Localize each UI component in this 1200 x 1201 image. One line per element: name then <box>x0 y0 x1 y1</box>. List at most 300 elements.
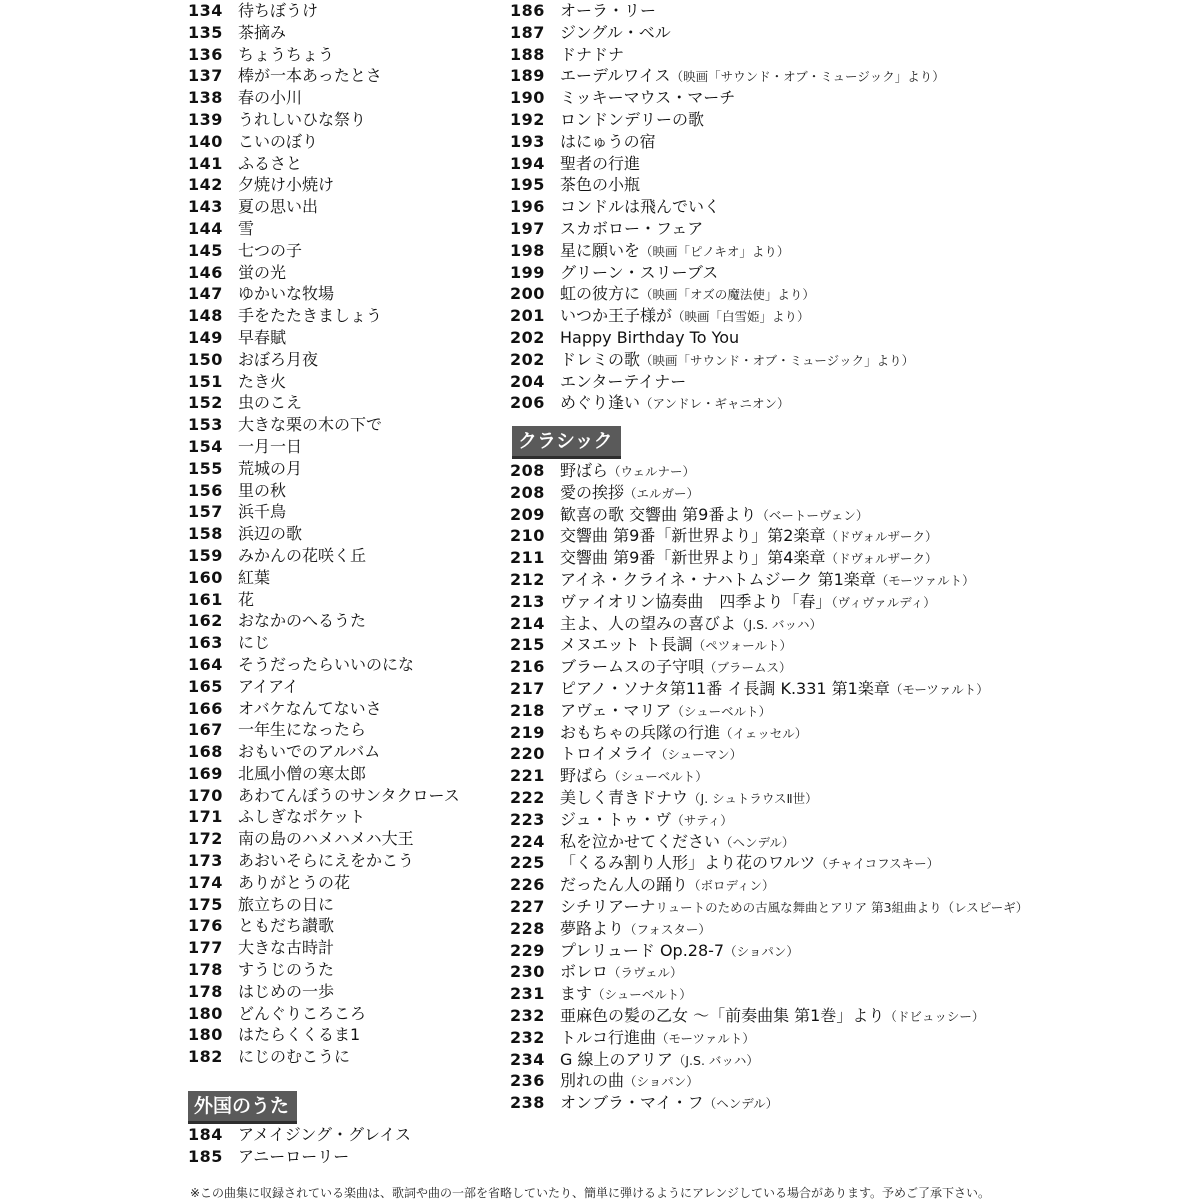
song-title: 虫のこえ <box>238 393 303 413</box>
song-title: 主よ、人の望みの喜びよ <box>560 613 737 633</box>
song-title: オバケなんてないさ <box>238 698 382 718</box>
song-note: （アンドレ・ギャニオン） <box>640 396 790 412</box>
song-note: （J.S. バッハ） <box>736 616 823 632</box>
song-note: （モーツァルト） <box>889 681 989 697</box>
song-title: 「くるみ割り人形」より花のワルツ <box>560 853 816 873</box>
list-item <box>188 981 460 1003</box>
song-number: 227 <box>510 896 545 916</box>
list-item <box>188 218 460 240</box>
song-title: いつか王子様が <box>560 306 673 326</box>
song-number: 159 <box>188 545 223 565</box>
song-number: 160 <box>188 567 223 587</box>
song-note: （ウェルナー） <box>608 464 696 479</box>
list-item <box>188 44 460 66</box>
song-note: リュートのための古風な舞曲とアリア 第3組曲より（レスピーギ） <box>655 899 1029 915</box>
list-item <box>188 87 460 109</box>
song-title: 手をたたきましょう <box>238 306 383 326</box>
list-item <box>510 896 1028 918</box>
list-item <box>510 656 1028 678</box>
song-title: ます <box>560 984 593 1004</box>
list-item <box>510 22 945 44</box>
song-title: 旅立ちの日に <box>238 894 335 914</box>
song-title: 歓喜の歌 交響曲 第9番より <box>560 504 757 524</box>
song-title: 待ちぼうけ <box>238 1 319 20</box>
song-title: ふしぎなポケット <box>238 807 366 827</box>
song-number: 208 <box>510 482 545 502</box>
song-number: 238 <box>510 1093 545 1113</box>
song-title: すうじのうた <box>238 960 335 980</box>
list-item <box>510 591 1028 613</box>
song-number: 231 <box>510 984 545 1004</box>
song-title: ピアノ・ソナタ第11番 イ長調 K.331 第1楽章 <box>560 678 890 698</box>
list-item <box>510 240 945 262</box>
song-title: トルコ行進曲 <box>560 1027 657 1047</box>
song-title: みかんの花咲く丘 <box>238 545 367 565</box>
list-item <box>510 153 945 175</box>
list-item <box>510 700 1028 722</box>
song-number: 228 <box>510 918 545 938</box>
song-number: 226 <box>510 875 545 895</box>
song-number: 188 <box>510 44 545 64</box>
list-item <box>188 959 460 981</box>
list-item <box>510 678 1028 700</box>
song-number: 180 <box>188 1025 223 1045</box>
list-item <box>188 894 460 916</box>
song-title: オーラ・リー <box>560 1 657 20</box>
song-number: 209 <box>510 504 545 524</box>
song-title: 愛の挨拶 <box>560 482 625 502</box>
song-number: 185 <box>188 1146 223 1166</box>
song-number: 150 <box>188 349 223 369</box>
song-number: 210 <box>510 526 545 546</box>
song-number: 168 <box>188 742 223 762</box>
song-number: 141 <box>188 153 223 173</box>
song-title: 大きな栗の木の下で <box>238 415 383 435</box>
list-item <box>188 109 460 131</box>
song-title: はたらくくるま1 <box>238 1025 361 1045</box>
song-title: アイネ・クライネ・ナハトムジーク 第1楽章 <box>560 569 876 589</box>
song-number: 182 <box>188 1047 223 1067</box>
song-list-classic <box>510 460 1028 1114</box>
list-item <box>188 937 460 959</box>
song-number: 225 <box>510 853 545 873</box>
list-item <box>188 1024 460 1046</box>
song-title: 浜千鳥 <box>238 502 287 522</box>
song-number: 177 <box>188 938 223 958</box>
list-item <box>188 153 460 175</box>
song-title: 紅葉 <box>238 567 271 587</box>
song-note: （サティ） <box>671 812 733 828</box>
list-item <box>510 262 945 284</box>
song-number: 195 <box>510 175 545 195</box>
list-item <box>188 741 460 763</box>
song-note: （映画「サウンド・オブ・ミュージック」より） <box>640 352 915 368</box>
song-number: 202 <box>510 327 545 347</box>
song-number: 135 <box>188 22 223 42</box>
song-number: 184 <box>188 1125 223 1144</box>
song-title: 交響曲 第9番「新世界より」第2楽章 <box>560 526 826 546</box>
list-item <box>510 1070 1028 1092</box>
song-number: 194 <box>510 153 545 173</box>
list-item <box>510 547 1028 569</box>
list-item <box>188 349 460 371</box>
list-item <box>188 632 460 654</box>
song-note: （映画「白雪姫」より） <box>672 309 810 325</box>
song-number: 187 <box>510 22 545 42</box>
song-number: 218 <box>510 700 545 720</box>
list-item <box>510 44 945 66</box>
song-title: エーデルワイス <box>560 66 671 86</box>
song-title: 聖者の行進 <box>560 153 641 173</box>
song-number: 169 <box>188 763 223 783</box>
song-title: 七つの子 <box>238 240 303 260</box>
list-item <box>188 523 460 545</box>
song-note: （映画「オズの魔法使」より） <box>640 287 815 303</box>
song-number: 140 <box>188 131 223 151</box>
song-note: （ペツォールト） <box>692 638 793 654</box>
song-title: スカボロー・フェア <box>560 218 704 238</box>
song-number: 170 <box>188 785 223 805</box>
list-item <box>188 131 460 153</box>
song-note: （J. シュトラウスⅡ世） <box>688 790 818 806</box>
list-item <box>188 65 460 87</box>
song-title: 荒城の月 <box>238 458 303 478</box>
list-item <box>188 785 460 807</box>
song-number: 136 <box>188 44 223 64</box>
song-number: 213 <box>510 591 545 611</box>
song-title: ドレミの歌 <box>560 349 641 369</box>
song-note: （フォスター） <box>624 921 711 937</box>
song-number: 137 <box>188 66 223 86</box>
song-note: （ベートーヴェン） <box>756 507 869 523</box>
song-title: 早春賦 <box>238 327 287 347</box>
song-number: 199 <box>510 262 545 282</box>
song-title: 一年生になったら <box>238 720 367 740</box>
song-title: 別れの曲 <box>560 1071 625 1091</box>
list-item <box>188 371 460 393</box>
song-note: （ボロディン） <box>688 878 775 894</box>
song-number: 214 <box>510 613 545 633</box>
list-item <box>510 1005 1028 1027</box>
song-title: にじ <box>238 633 271 653</box>
song-title: アヴェ・マリア <box>560 700 672 720</box>
list-item <box>510 874 1028 896</box>
song-title: ありがとうの花 <box>238 872 351 892</box>
song-number: 147 <box>188 284 223 304</box>
song-number: 204 <box>510 371 545 391</box>
song-number: 167 <box>188 720 223 740</box>
song-title: ロンドンデリーの歌 <box>560 109 705 129</box>
song-number: 192 <box>510 109 545 129</box>
song-number: 215 <box>510 635 545 655</box>
list-item <box>188 436 460 458</box>
list-item <box>188 1146 411 1168</box>
list-item <box>188 567 460 589</box>
song-number: 206 <box>510 393 545 413</box>
song-number: 158 <box>188 524 223 544</box>
song-title: 野ばら <box>560 461 609 480</box>
song-number: 193 <box>510 131 545 151</box>
song-title: おもちゃの兵隊の行進 <box>560 722 721 742</box>
song-list-left <box>188 0 460 1068</box>
list-item <box>510 918 1028 940</box>
song-title: ちょうちょう <box>238 44 335 64</box>
list-item <box>510 852 1028 874</box>
list-item <box>188 174 460 196</box>
song-title: 南の島のハメハメハ大王 <box>238 829 414 849</box>
song-number: 202 <box>510 349 545 369</box>
list-item <box>510 722 1028 744</box>
song-number: 146 <box>188 262 223 282</box>
song-list-foreign <box>188 1124 411 1168</box>
list-item <box>188 806 460 828</box>
list-item <box>510 1092 1028 1114</box>
list-item <box>510 809 1028 831</box>
song-number: 162 <box>188 611 223 631</box>
list-item <box>510 831 1028 853</box>
song-title: コンドルは飛んでいく <box>560 197 721 217</box>
song-title: 一月一日 <box>238 436 303 456</box>
list-item <box>510 87 945 109</box>
list-item <box>510 283 945 305</box>
song-title: トロイメライ <box>560 744 655 764</box>
song-note: （ショパン） <box>724 943 799 959</box>
list-item <box>510 131 945 153</box>
song-number: 224 <box>510 831 545 851</box>
song-note: （ラヴェル） <box>608 965 683 981</box>
song-number: 154 <box>188 436 223 456</box>
song-title: 浜辺の歌 <box>238 524 303 544</box>
song-title: ミッキーマウス・マーチ <box>560 88 736 108</box>
list-item <box>188 262 460 284</box>
song-title: はじめの一歩 <box>238 981 335 1001</box>
song-title: 夏の思い出 <box>238 197 319 217</box>
list-item <box>510 961 1028 983</box>
song-title: ヴァイオリン協奏曲 四季より「春」 <box>560 591 832 611</box>
song-number: 229 <box>510 940 545 960</box>
list-item <box>510 349 945 371</box>
song-title: 虹の彼方に <box>560 284 641 304</box>
song-number: 232 <box>510 1005 545 1025</box>
song-title: めぐり逢い <box>560 393 641 413</box>
song-title: 花 <box>238 589 255 609</box>
song-number: 208 <box>510 461 545 480</box>
song-title: ともだち讃歌 <box>238 916 335 936</box>
list-item <box>510 65 945 87</box>
song-title: 蛍の光 <box>238 262 287 282</box>
list-item <box>188 676 460 698</box>
song-title: 交響曲 第9番「新世界より」第4楽章 <box>560 548 826 568</box>
list-item <box>188 850 460 872</box>
song-number: 153 <box>188 415 223 435</box>
list-item <box>188 283 460 305</box>
list-item <box>510 743 1028 765</box>
song-number: 180 <box>188 1003 223 1023</box>
song-number: 223 <box>510 809 545 829</box>
list-item <box>188 545 460 567</box>
song-note: （エルガー） <box>624 485 700 501</box>
list-item <box>510 569 1028 591</box>
song-title: 野ばら <box>560 766 609 786</box>
song-title: ボレロ <box>560 962 609 982</box>
song-title: こいのぼり <box>238 131 319 151</box>
song-title: アニーローリー <box>238 1146 350 1166</box>
song-title: アメイジング・グレイス <box>238 1125 412 1144</box>
song-number: 144 <box>188 218 223 238</box>
song-number: 171 <box>188 807 223 827</box>
song-title: にじのむこうに <box>238 1047 351 1067</box>
song-note: （モーツァルト） <box>875 572 975 588</box>
song-note: （ドヴォルザーク） <box>825 529 938 545</box>
list-item <box>188 915 460 937</box>
song-number: 165 <box>188 676 223 696</box>
song-title: ブラームスの子守唄 <box>560 657 705 677</box>
song-number: 173 <box>188 851 223 871</box>
song-note: （シューマン） <box>654 747 743 763</box>
list-item <box>188 610 460 632</box>
list-item <box>510 371 945 393</box>
song-title: 夕焼け小焼け <box>238 175 335 195</box>
song-title: プレリュード Op.28-7 <box>560 940 725 960</box>
song-title: 里の秋 <box>238 480 287 500</box>
song-title: ゆかいな牧場 <box>238 284 335 304</box>
song-number: 198 <box>510 240 545 260</box>
song-note: （イェッセル） <box>720 725 808 741</box>
list-item <box>510 983 1028 1005</box>
song-number: 148 <box>188 306 223 326</box>
song-title: G 線上のアリア <box>560 1049 673 1069</box>
song-number: 232 <box>510 1027 545 1047</box>
song-number: 143 <box>188 197 223 217</box>
song-number: 197 <box>510 218 545 238</box>
song-number: 234 <box>510 1049 545 1069</box>
section-heading-classic: クラシック <box>512 426 621 459</box>
song-title: 茶色の小瓶 <box>560 175 641 195</box>
song-number: 157 <box>188 502 223 522</box>
song-number: 149 <box>188 327 223 347</box>
list-item <box>188 828 460 850</box>
list-item <box>188 501 460 523</box>
song-number: 189 <box>510 66 545 86</box>
song-number: 221 <box>510 766 545 786</box>
song-title: おぼろ月夜 <box>238 349 319 369</box>
list-item <box>188 1003 460 1025</box>
song-number: 166 <box>188 698 223 718</box>
song-number: 138 <box>188 88 223 108</box>
song-note: （ヴィヴァルディ） <box>831 594 936 610</box>
list-item <box>188 589 460 611</box>
song-number: 212 <box>510 569 545 589</box>
list-item <box>188 480 460 502</box>
song-number: 156 <box>188 480 223 500</box>
list-item <box>188 654 460 676</box>
song-number: 163 <box>188 633 223 653</box>
song-number: 217 <box>510 678 545 698</box>
song-number: 196 <box>510 197 545 217</box>
list-item <box>188 414 460 436</box>
song-number: 174 <box>188 872 223 892</box>
song-number: 200 <box>510 284 545 304</box>
list-item <box>510 525 1028 547</box>
song-number: 145 <box>188 240 223 260</box>
song-number: 201 <box>510 306 545 326</box>
list-item <box>510 196 945 218</box>
list-item <box>510 460 1028 482</box>
song-note: （チャイコフスキー） <box>815 856 940 872</box>
list-item <box>188 1124 411 1146</box>
song-title: うれしいひな祭り <box>238 109 367 129</box>
list-item <box>188 763 460 785</box>
song-title: はにゅうの宿 <box>560 131 656 151</box>
song-title: 美しく青きドナウ <box>560 787 689 807</box>
list-item <box>510 327 945 349</box>
song-note: （映画「サウンド・オブ・ミュージック」より） <box>670 69 945 85</box>
song-title: オンブラ・マイ・フ <box>560 1093 704 1113</box>
list-item <box>510 109 945 131</box>
song-number: 175 <box>188 894 223 914</box>
song-number: 178 <box>188 960 223 980</box>
list-item <box>510 174 945 196</box>
list-item <box>188 1046 460 1068</box>
song-number: 178 <box>188 981 223 1001</box>
song-title: そうだったらいいのにな <box>238 654 415 674</box>
song-title: 北風小僧の寒太郎 <box>238 763 367 783</box>
song-note: （J.S. バッハ） <box>672 1052 759 1068</box>
song-title: 星に願いを <box>560 240 641 260</box>
song-title: 大きな古時計 <box>238 938 335 958</box>
song-number: 222 <box>510 787 545 807</box>
song-title: おなかのへるうた <box>238 611 367 631</box>
song-note: （ブラームス） <box>704 660 792 676</box>
list-item <box>188 872 460 894</box>
section-heading-foreign: 外国のうた <box>188 1091 297 1124</box>
list-item <box>510 482 1028 504</box>
song-title: おもいでのアルバム <box>238 742 381 762</box>
song-number: 211 <box>510 548 545 568</box>
song-title: 私を泣かせてください <box>560 831 721 851</box>
song-note: （映画「ピノキオ」より） <box>640 243 790 259</box>
song-number: 220 <box>510 744 545 764</box>
list-item <box>510 940 1028 962</box>
footer-note: ※この曲集に収録されている楽曲は、歌詞や曲の一部を省略していたり、簡単に弾けるようにアレンジしている場合があります。予めご了承下さい。 <box>190 1186 991 1200</box>
song-title: エンターテイナー <box>560 371 687 391</box>
song-note: （ヘンデル） <box>703 1096 779 1112</box>
song-title: ジングル・ベル <box>560 22 671 42</box>
song-number: 190 <box>510 88 545 108</box>
song-title: ふるさと <box>238 153 303 173</box>
song-note: （シューベルト） <box>592 987 692 1003</box>
song-number: 186 <box>510 1 545 20</box>
song-number: 152 <box>188 393 223 413</box>
list-item <box>188 196 460 218</box>
song-note: （ショパン） <box>624 1074 699 1090</box>
song-number: 219 <box>510 722 545 742</box>
song-number: 172 <box>188 829 223 849</box>
song-title: ドナドナ <box>560 44 625 64</box>
song-number: 176 <box>188 916 223 936</box>
song-title: ジュ・トゥ・ヴ <box>560 809 672 829</box>
list-item <box>188 392 460 414</box>
list-item <box>510 1027 1028 1049</box>
list-item <box>510 1049 1028 1071</box>
list-item <box>510 0 945 22</box>
song-note: （モーツァルト） <box>656 1030 755 1046</box>
song-title: 亜麻色の髪の乙女 ～「前奏曲集 第1巻」より <box>560 1005 885 1025</box>
list-item <box>188 719 460 741</box>
song-number: 216 <box>510 657 545 677</box>
song-note: （ドヴォルザーク） <box>825 551 938 567</box>
song-title: Happy Birthday To You <box>560 327 740 347</box>
